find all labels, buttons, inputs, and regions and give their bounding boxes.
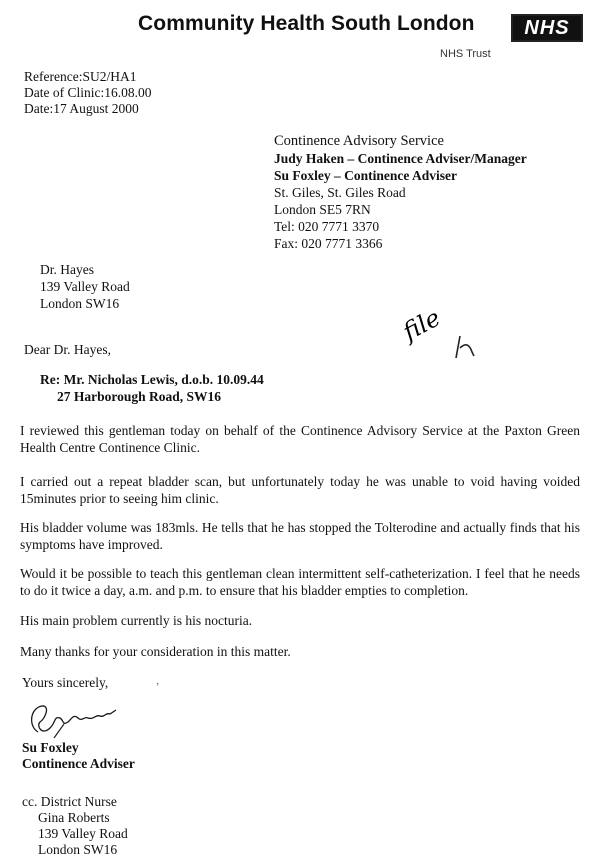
cc-block: [22, 794, 128, 858]
reference-number: Reference:SU2/HA1: [24, 69, 137, 84]
staff-adviser: Su Foxley – Continence Adviser: [274, 168, 458, 183]
signature: [24, 696, 134, 740]
staff-manager: Judy Haken – Continence Adviser/Manager: [274, 151, 527, 166]
recipient-address: [40, 261, 130, 312]
body-paragraph: I carried out a repeat bladder scan, but unfortunately today he was unable to void having voided 15minutes prior to seeing him clinic.: [20, 474, 580, 506]
re-line: [40, 371, 264, 405]
body-paragraph: I reviewed this gentleman today on behalf of the Continence Advisory Service at the Paxton Green Health Centre Continence Clinic.: [20, 423, 580, 455]
body-paragraph: His bladder volume was 183mls. He tells that he has stopped the Tolterodine and actually finds that his symptoms have improved.: [20, 520, 580, 552]
cc-city: London SW16: [38, 842, 118, 857]
re-patient: Re: Mr. Nicholas Lewis, d.o.b. 10.09.44: [40, 372, 264, 387]
closing: Yours sincerely,: [22, 675, 109, 690]
service-street: St. Giles, St. Giles Road: [274, 185, 406, 200]
annotation-text: file: [398, 303, 445, 347]
service-address-block: [274, 133, 527, 252]
trust-label: NHS Trust: [440, 48, 491, 60]
cc-label: cc. District Nurse: [22, 794, 117, 809]
signer-block: [22, 740, 135, 772]
cc-street: 139 Valley Road: [38, 826, 128, 841]
greeting: Dear Dr. Hayes,: [24, 342, 111, 357]
service-name: Continence Advisory Service: [274, 133, 444, 149]
signer-name: Su Foxley: [22, 740, 79, 755]
re-address: 27 Harborough Road, SW16: [57, 389, 222, 404]
recipient-city: London SW16: [40, 296, 120, 311]
reference-block: [24, 69, 151, 117]
nhs-logo: NHS: [511, 14, 583, 42]
annotation-mark: [456, 336, 474, 358]
handwritten-file-annotation: [398, 296, 492, 366]
service-city: London SE5 7RN: [274, 202, 371, 217]
letter-date: Date:17 August 2000: [24, 101, 139, 116]
service-fax: Fax: 020 7771 3366: [274, 236, 383, 251]
stray-mark: ’: [156, 682, 160, 693]
organization-title: Community Health South London: [138, 12, 475, 35]
recipient-name: Dr. Hayes: [40, 262, 94, 277]
signer-title: Continence Adviser: [22, 756, 135, 771]
body-paragraph: Would it be possible to teach this gentleman clean intermittent self-catheterization. I feel that he needs to do it twice a day, a.m. and p.m. to ensure that his bladder empties to completion.: [20, 566, 580, 598]
recipient-street: 139 Valley Road: [40, 279, 130, 294]
cc-name: Gina Roberts: [38, 810, 110, 825]
service-tel: Tel: 020 7771 3370: [274, 219, 380, 234]
clinic-date: Date of Clinic:16.08.00: [24, 85, 152, 100]
body-paragraph: Many thanks for your consideration in this matter.: [20, 644, 291, 659]
body-paragraph: His main problem currently is his nocturia.: [20, 613, 253, 628]
